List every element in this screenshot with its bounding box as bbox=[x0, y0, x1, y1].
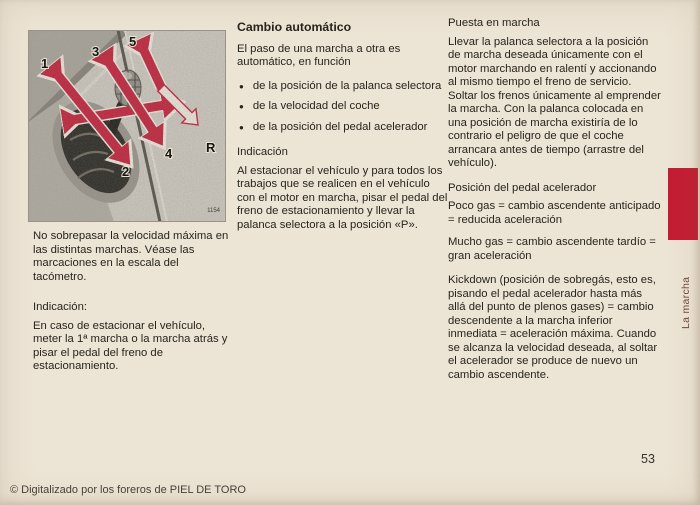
middle-note-heading: Indicación bbox=[237, 146, 288, 158]
pedal-item-high-gas: Mucho gas = cambio ascendente tardío = gran aceleración bbox=[448, 236, 656, 262]
bullet-text: de la posición del pedal acelerador bbox=[252, 120, 428, 133]
gear-label-2: 2 bbox=[122, 164, 130, 179]
pedal-position-heading: Posición del pedal acelerador bbox=[448, 181, 597, 194]
gear-pattern-illustration bbox=[28, 30, 226, 222]
right-column bbox=[448, 17, 661, 382]
left-note-body: En caso de estacionar el vehículo, meter la 1ª marcha o la marcha atrás y pisar el pedal del freno de estacionamiento. bbox=[33, 319, 228, 372]
function-bullet-list bbox=[237, 80, 450, 135]
middle-column bbox=[237, 21, 450, 232]
section-title: Cambio automático bbox=[237, 20, 352, 34]
photo-grain bbox=[28, 30, 226, 222]
list-item bbox=[237, 80, 450, 94]
digitization-watermark: © Digitalizado por los foreros de PIEL DE TORO bbox=[10, 484, 246, 496]
left-column bbox=[33, 230, 230, 374]
figure-caption: No sobrepasar la velocidad máxima en las distintas marchas. Véase las marcaciones en la escala del tacómetro. bbox=[33, 230, 229, 283]
kickdown-para: Kickdown (posición de sobregás, esto es, pisando el pedal acelerador hasta más allá del punto de plenos gases) = cambio descendente a la marcha inferior inmediata = aceleración máxima. Cuando se alcanza la velocidad deseada, al soltar el acelerador se produce de nuevo un cambio ascendente. bbox=[448, 274, 658, 381]
middle-note-body: Al estacionar el vehículo y para todos los trabajos que se realicen en el vehículo con el motor en marcha, pisar el pedal del freno de estacionamiento y llevar la palanca selectora a la posición «P». bbox=[237, 164, 448, 231]
bullet-icon: ● bbox=[239, 122, 244, 132]
list-item bbox=[237, 121, 450, 135]
page-number: 53 bbox=[641, 452, 655, 466]
left-note-heading: Indicación: bbox=[33, 301, 88, 313]
bullet-text: de la velocidad del coche bbox=[252, 100, 380, 112]
gear-label-1: 1 bbox=[41, 56, 49, 71]
bullet-text: de la posición de la palanca selectora bbox=[252, 79, 442, 92]
gear-lever-photo bbox=[28, 30, 226, 222]
list-item bbox=[237, 100, 450, 114]
gear-label-r: R bbox=[206, 140, 216, 155]
photo-ref-number: 1154 bbox=[207, 208, 220, 214]
pedal-item-low-gas: Poco gas = cambio ascendente anticipado = reducida aceleración bbox=[448, 200, 661, 226]
right-para-start: Llevar la palanca selectora a la posición de marcha deseada únicamente con el motor marchando en ralentí y accionando al mismo tiempo el freno de servicio. Soltar los frenos únicamente al emprender la marcha. Con la palanca colocada en una posición de marcha existiría de lo contrario el peligro de que el coche arrancara antes de tiempo (arrastre del vehículo). bbox=[448, 35, 661, 169]
gear-label-5: 5 bbox=[129, 34, 137, 49]
section-register-tab bbox=[668, 168, 698, 240]
right-heading: Puesta en marcha bbox=[448, 17, 540, 29]
middle-intro: El paso de una marcha a otra es automático, en función bbox=[237, 42, 401, 68]
gear-label-4: 4 bbox=[165, 146, 173, 161]
bullet-icon: ● bbox=[239, 81, 244, 91]
register-tab-label: La marcha bbox=[680, 276, 692, 329]
bullet-icon: ● bbox=[239, 102, 244, 111]
gear-label-3: 3 bbox=[92, 44, 100, 59]
